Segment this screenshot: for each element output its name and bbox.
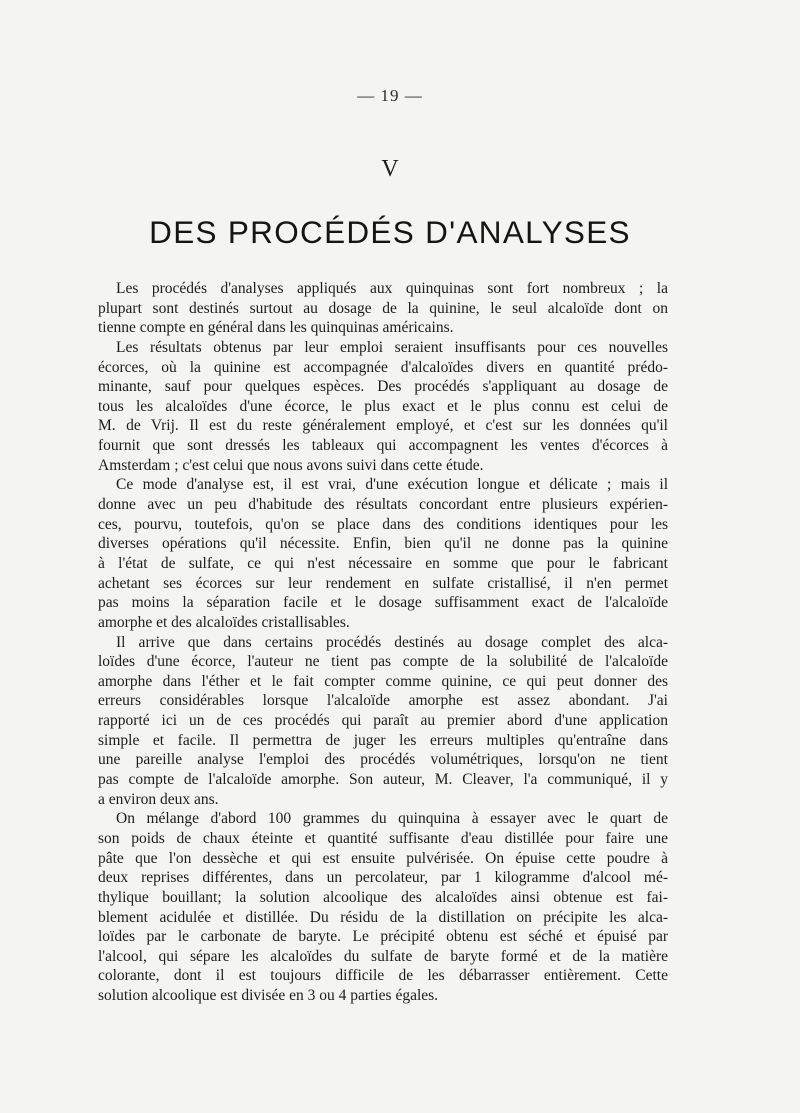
paragraph-4-line: rapporté ici un de ces procédés qui paraît au premier abord d'une application [98, 712, 668, 730]
paragraph-4-line: une pareille analyse l'emploi des procédés volumétriques, lorsqu'on ne tient [98, 751, 668, 769]
paragraph-2-line: écorces, où la quinine est accompagnée d'alcaloïdes divers en quantité prédo- [98, 358, 668, 376]
paragraph-4-line: pas compte de l'alcaloïde amorphe. Son auteur, M. Cleaver, l'a communiqué, il y [98, 771, 668, 789]
paragraph-2-line: minante, sauf pour quelques espèces. Des procédés s'appliquant au dosage de [98, 378, 668, 396]
paragraph-5-line: l'alcool, qui sépare les alcaloïdes du sulfate de baryte formé et de la matière [98, 947, 668, 965]
paragraph-5-line: blement acidulée et distillée. Du résidu de la distillation on précipite les alca- [98, 908, 668, 926]
paragraph-5-line: colorante, dont il est toujours difficile de les débarrasser entièrement. Cette [98, 967, 668, 985]
paragraph-1-line: plupart sont destinés surtout au dosage de la quinine, le seul alcaloïde dont on [98, 299, 668, 317]
paragraph-2-line: Amsterdam ; c'est celui que nous avons suivi dans cette étude. [98, 456, 484, 474]
paragraph-3-line: amorphe et des alcaloïdes cristallisables. [98, 613, 350, 631]
paragraph-4-line: loïdes d'une écorce, l'auteur ne tient pas compte de la solubilité de l'alcaloïde [98, 653, 668, 671]
paragraph-3-line: à l'état de sulfate, ce qui n'est nécessaire en somme que pour le fabricant [98, 554, 668, 572]
paragraph-2-line: M. de Vrij. Il est du reste généralement employé, et c'est sur les données qu'il [98, 417, 668, 435]
paragraph-5-line: son poids de chaux éteinte et quantité suffisante d'eau distillée pour faire une [98, 829, 668, 847]
paragraph-5-line: On mélange d'abord 100 grammes du quinquina à essayer avec le quart de [116, 810, 668, 828]
paragraph-1-line: tienne compte en général dans les quinquinas américains. [98, 319, 454, 337]
paragraph-4-line: amorphe dans l'éther et le fait compter comme quinine, ce qui peut donner des [98, 672, 668, 690]
paragraph-3-line: diverses opérations qu'il nécessite. Enfin, bien qu'il ne donne pas la quinine [98, 535, 668, 553]
paragraph-5-line: loïdes par le carbonate de baryte. Le précipité obtenu est séché et épuisé par [98, 928, 668, 946]
paragraph-1-line: Les procédés d'analyses appliqués aux quinquinas sont fort nombreux ; la [116, 280, 668, 297]
paragraph-5-line: thylique bouillant; la solution alcoolique des alcaloïdes ainsi obtenue est fai- [98, 888, 668, 906]
chapter-title: DES PROCÉDÉS D'ANALYSES [149, 214, 631, 250]
paragraph-2-line: Les résultats obtenus par leur emploi seraient insuffisants pour ces nouvelles [116, 338, 668, 356]
paragraph-3-line: Ce mode d'analyse est, il est vrai, d'une exécution longue et délicate ; mais il [116, 476, 668, 494]
paragraph-3-line: donne avec un peu d'habitude des résultats concordant entre plusieurs expérien- [98, 496, 668, 514]
paragraph-5-line: pâte que l'on dessèche et qui est ensuite pulvérisée. On épuise cette poudre à [98, 849, 668, 867]
paragraph-4-line: a environ deux ans. [98, 790, 219, 808]
paragraph-5-line: solution alcoolique est divisée en 3 ou 4 parties égales. [98, 987, 439, 1005]
body-text [98, 279, 668, 1006]
paragraph-4-line: erreurs considérables lorsque l'alcaloïde amorphe est assez abondant. J'ai [98, 692, 668, 710]
paragraph-4-line: simple et facile. Il permettra de juger les erreurs multiples qu'entraîne dans [98, 731, 668, 749]
page-number: — 19 — [357, 86, 423, 105]
paragraph-3-line: ces, pourvu, toutefois, qu'on se place dans des conditions identiques pour les [98, 515, 668, 533]
paragraph-2-line: fournit que sont dressés les tableaux qui accompagnent les ventes d'écorces à [98, 437, 668, 455]
chapter-numeral: V [381, 156, 399, 182]
paragraph-3-line: achetant ses écorces sur leur rendement en sulfate cristallisé, il n'en permet [98, 574, 668, 592]
paragraph-2-line: tous les alcaloïdes d'une écorce, le plus exact et le plus connu est celui de [98, 397, 668, 415]
paragraph-3-line: pas moins la séparation facile et le dosage suffisamment exact de l'alcaloïde [98, 594, 668, 612]
paragraph-4-line: Il arrive que dans certains procédés destinés au dosage complet des alca- [116, 633, 668, 651]
paragraph-5-line: deux reprises différentes, dans un percolateur, par 1 kilogramme d'alcool mé- [98, 869, 668, 887]
